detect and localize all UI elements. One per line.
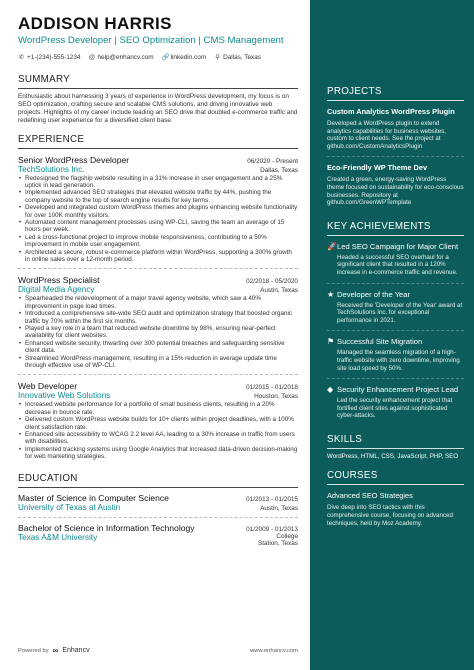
location-pin-icon: ⚲	[215, 53, 220, 61]
achievement-item	[327, 242, 464, 277]
email-text: help@enhancv.com	[97, 53, 154, 61]
phone-icon: ✆	[18, 53, 25, 61]
bullet-item: • Developed and integrated custom WordPress themes and plugins enhancing website functionality for over 100K monthly visitors.	[18, 204, 298, 219]
job-title: WordPress Specialist	[18, 275, 100, 286]
job-location: Houston, Texas	[254, 393, 298, 401]
location-text: Dallas, Texas	[223, 53, 261, 61]
degree: Master of Science in Computer Science	[18, 492, 169, 503]
divider	[327, 283, 464, 284]
bullet-item: • Played a key role in a team that reduced website downtime by 98%, ensuring near-perfect availability for client websites.	[18, 325, 298, 340]
edu-date: 01/2013 - 01/2015	[246, 495, 298, 503]
skills-text: WordPress, HTML, CSS, JavaScript, PHP, SEO	[327, 452, 459, 460]
job-location: Austin, Texas	[260, 287, 298, 295]
diamond-icon: ◆	[327, 385, 334, 395]
divider	[327, 378, 464, 379]
divider	[327, 156, 464, 157]
achievements-section	[327, 221, 464, 420]
star-icon: ★	[327, 289, 335, 299]
headline: WordPress Developer | SEO Optimization | CMS Management	[18, 35, 284, 46]
flag-icon: ⚑	[327, 337, 335, 347]
bullet-item: • Automated content management processes using WP-CLI, saving the team an average of 15 hours per week.	[18, 219, 298, 234]
job-entry	[18, 155, 298, 264]
skills-heading: SKILLS	[327, 434, 464, 449]
bullet-item: • Architected a secure, robust e-commerce platform within WordPress, supporting a 300% growth in online sales over a 12-month period.	[18, 249, 298, 264]
bullet-item: • Implemented tracking systems using Google Analytics that increased data-driven decision-making for web marketing strategies.	[18, 446, 298, 461]
course-description: Dive deep into SEO tactics with this comprehensive course, focusing on advanced techniques, held by Moz Academy.	[327, 504, 453, 527]
link-icon: 🔗	[161, 53, 170, 61]
achievements-heading: KEY ACHIEVEMENTS	[327, 221, 464, 236]
bullet-item: • Introduced a comprehensive site-wide SEO audit and optimization strategy that boosted organic traffic by 70% within the first six months.	[18, 310, 298, 325]
candidate-name: ADDISON HARRIS	[18, 14, 172, 33]
brand-name: Enhancv	[62, 647, 90, 654]
divider	[327, 330, 464, 331]
contact-bar	[18, 54, 298, 61]
bullet-item: • Enhanced site accessibility to WCAG 2.2 level AA, leading to a 30% increase in traffic from users with disabilities.	[18, 431, 298, 446]
job-title: Web Developer	[18, 381, 78, 392]
job-bullets	[18, 401, 298, 460]
projects-heading: PROJECTS	[327, 86, 464, 101]
projects-section	[327, 86, 464, 207]
project-description: Created a green, energy-saving WordPress theme focused on sustainability for eco-conscious businesses. Repository at github.com/GreenWPTemplate	[327, 176, 464, 207]
job-date: 02/2018 - 05/2020	[246, 278, 298, 286]
bullet-item: • Spearheaded the redevelopment of a major travel agency website, which saw a 40% improvement in page load times.	[18, 295, 298, 310]
summary-heading: SUMMARY	[18, 74, 298, 89]
edu-date: 01/2009 - 01/2013	[246, 525, 298, 533]
bullet-item: • Redesigned the flagship website resulting in a 31% increase in user engagement and a 25% uptick in lead generation.	[18, 175, 298, 190]
at-icon: @	[88, 53, 96, 61]
contact-email[interactable]	[88, 54, 153, 61]
edu-location: Austin, Texas	[260, 504, 298, 512]
job-location: Dallas, Texas	[260, 166, 298, 174]
school-name: Texas A&M University	[18, 532, 98, 542]
project-title: Eco-Friendly WP Theme Dev	[327, 163, 428, 173]
bullet-item: • Streamlined WordPress management, resulting in a 15% reduction in average update time through effective use of WP-CLI.	[18, 355, 298, 370]
job-bullets	[18, 175, 298, 264]
job-title: Senior WordPress Developer	[18, 154, 130, 165]
job-entry	[18, 275, 298, 369]
rocket-icon: 🚀	[327, 241, 337, 251]
achievement-text: Led the security enhancement project that fortified client sites against sophisticated cyber-attacks.	[337, 397, 453, 420]
linkedin-text: linkedin.com	[170, 53, 207, 61]
divider	[18, 374, 298, 375]
divider	[18, 517, 298, 518]
achievement-title: Security Enhancement Project Lead	[337, 385, 459, 395]
job-date: 01/2015 - 01/2018	[246, 384, 298, 392]
edu-location: College Station, Texas	[257, 532, 298, 548]
divider	[18, 268, 298, 269]
job-entry	[18, 381, 298, 460]
job-bullets	[18, 295, 298, 369]
achievement-item	[327, 385, 464, 420]
education-entry	[18, 493, 298, 512]
company-name: Innovative Web Solutions	[18, 391, 111, 401]
courses-heading: COURSES	[327, 470, 464, 485]
courses-section	[327, 470, 464, 527]
contact-linkedin[interactable]	[162, 54, 207, 61]
degree: Bachelor of Science in Information Technology	[18, 522, 195, 533]
education-heading: EDUCATION	[18, 473, 298, 488]
company-name: Digital Media Agency	[18, 285, 95, 295]
achievement-text: Managed the seamless migration of a high-traffic website with zero downtime, improving site load speed by 50%.	[337, 349, 460, 372]
achievement-title: Developer of the Year	[337, 289, 411, 299]
achievement-title: Led SEO Campaign for Major Client	[337, 241, 459, 251]
achievement-text: Headed a successful SEO overhaul for a significant client that resulted in a 120% increase in e-commerce traffic and revenue.	[337, 253, 458, 276]
course-title: Advanced SEO Strategies	[327, 491, 413, 501]
education-entry	[18, 523, 298, 548]
summary-text: Enthusiastic about harnessing 3 years of experience in WordPress development, my focus is on SEO optimization, crafting secure and scalable CMS solutions, and driving innovative web projects. Highlights of my career include leading an SEO drive that doubled e-commerce traffic and redefining user experience for a diversified client base.	[18, 92, 298, 124]
contact-location	[214, 54, 261, 61]
sidebar-column	[310, 0, 474, 670]
footer	[18, 646, 298, 655]
phone-text: +1-(234)-555-1234	[27, 53, 81, 61]
skills-section	[327, 434, 464, 461]
contact-phone[interactable]	[18, 54, 80, 61]
footer-brand[interactable]	[18, 646, 90, 655]
experience-heading: EXPERIENCE	[18, 134, 298, 149]
bullet-item: • Delivered custom WordPress website builds for 10+ clients within project deadlines, with a 100% client satisfaction rate.	[18, 416, 298, 431]
achievement-item	[327, 337, 464, 372]
achievement-item	[327, 290, 464, 325]
job-date: 06/2020 - Present	[247, 157, 298, 165]
school-name: University of Texas at Austin	[18, 502, 121, 512]
achievement-text: Received the 'Developer of the Year' award at TechSolutions Inc. for exceptional performance in 2021.	[337, 301, 463, 324]
bullet-item: • Increased website performance for a portfolio of small business clients, resulting in a 20% decrease in bounce rate.	[18, 401, 298, 416]
footer-url[interactable]: www.enhancv.com	[250, 647, 298, 654]
enhancv-logo-icon: ∞	[52, 646, 59, 655]
bullet-item: • Enhanced website security, thwarting over 300 potential breaches and safeguarding sensitive client data.	[18, 340, 298, 355]
powered-by-text: Powered by	[18, 647, 49, 654]
achievement-title: Successful Site Migration	[337, 337, 423, 347]
bullet-item: • Led a cross-functional project to improve mobile responsiveness, contributing to a 50% improvement in mobile user engagement.	[18, 234, 298, 249]
bullet-item: • Implemented advanced SEO strategies that elevated website traffic by 44%, pushing the company website to the top of search engine results for key terms.	[18, 189, 298, 204]
company-name: TechSolutions Inc.	[18, 164, 85, 174]
project-description: Developed a WordPress plugin to extend analytics capabilities for business websites, custom to client needs. See the project at github.com/CustomAnalyticsPlugin	[327, 120, 446, 150]
project-title: Custom Analytics WordPress Plugin	[327, 107, 455, 116]
